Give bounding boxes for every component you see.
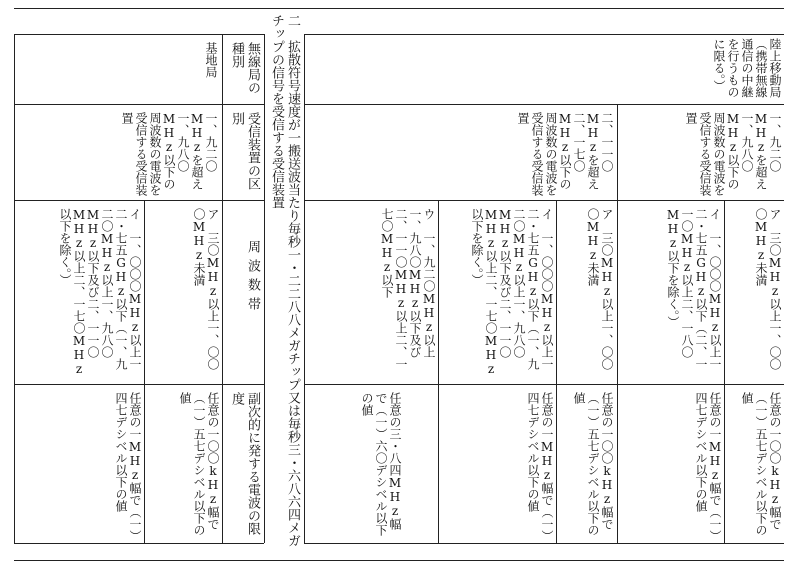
right-recv2-freq-divider-1	[438, 200, 439, 543]
top-rule	[14, 8, 784, 9]
recv2-limit-a: 任意の一〇〇kHz幅で（一）五七デシベル以下の値	[572, 392, 614, 536]
right-recv1-freq-divider	[724, 200, 725, 543]
left-table-top	[14, 34, 264, 35]
recv2-freq-a: ア 三〇MHz以上一、〇〇〇MHz未満	[586, 208, 614, 370]
station-type-value-mobile: 陸上移動局（携帯無線通信の中継を行うものに限る。）	[712, 38, 782, 98]
recv2-freq-u: ウ 一、九二〇MHz以上一、九八〇MHz以下及び二、一一〇MHz以上二、一七〇MHz以下	[380, 208, 436, 370]
limit-i-base: 任意の一MHz幅で（一）四七デシベル以下の値	[114, 392, 142, 536]
right-table-top	[304, 34, 784, 35]
left-row1-line	[14, 104, 264, 105]
left-table-bottom	[14, 543, 264, 544]
left-row3-line	[14, 384, 264, 385]
receiver-value-base: 一、九二〇MHzを超え一、九八〇MHz以下の周波数の電波を受信する受信装置	[120, 112, 218, 196]
left-header-divider	[222, 34, 223, 543]
right-table-bottom	[304, 543, 784, 544]
receiver-header: 受信装置の区別	[229, 112, 260, 190]
right-row1-line	[304, 104, 784, 105]
recv1-limit-a: 任意の一〇〇kHz幅で（一）五七デシベル以下の値	[740, 392, 782, 536]
limit-a-base: 任意の一〇〇kHz幅で（一）五七デシベル以下の値	[178, 392, 220, 536]
recv1-label: 一、九二〇MHzを超え一、九八〇MHz以下の周波数の電波を受信する受信装置	[684, 112, 782, 196]
freq-i-base: イ 一、〇〇〇MHz以上一二・七五GHz以下（一、九二〇MHz以上一、九八〇MHz以下及び二、一一〇MHz以上二、一七〇MHz以下を除く。）	[58, 208, 142, 376]
right-row2-line	[304, 200, 784, 201]
recv1-freq-i: イ 一、〇〇〇MHz以上一二・七五GHz以下（二、一一〇MHz以上二、一八〇MHz以下を除く。）	[666, 208, 722, 370]
left-table-leftedge	[14, 34, 15, 543]
limit-header: 副次的に発する電波の限度	[229, 392, 260, 535]
recv2-freq-i: イ 一、〇〇〇MHz以上一二・七五GHz以下（一、九二〇MHz以上一、九八〇MHz以下及び二、一一〇MHz以上二、一七〇MHz以下を除く。）	[470, 208, 554, 376]
right-row3-line	[304, 384, 784, 385]
bottom-rule	[14, 560, 784, 561]
recv2-label: 二、一一〇MHzを超え二、一七〇MHz以下の周波数の電波を受信する受信装置	[516, 112, 614, 196]
left-row2-line	[14, 200, 264, 201]
station-type-header: 無線局の種別	[229, 42, 260, 94]
right-table-leftedge	[304, 34, 305, 543]
left-freq-divider	[144, 200, 145, 543]
right-recv2-freq-divider-2	[556, 200, 557, 543]
recv2-limit-u: 任意の三・八四MHz幅で（一）六〇デシベル以下の値	[360, 392, 402, 536]
recv2-limit-i: 任意の一MHz幅で（一）四七デシベル以下の値	[526, 392, 554, 536]
recv1-limit-i: 任意の一MHz幅で（一）四七デシベル以下の値	[694, 392, 722, 536]
station-type-value-base: 基地局	[204, 42, 218, 78]
freq-a-base: ア 三〇MHz以上一、〇〇〇MHz未満	[192, 208, 220, 370]
freq-band-header: 周波数帯	[245, 240, 260, 316]
left-table-rightedge	[264, 34, 265, 543]
section-heading: 二 拡散符号速度が一搬送波当たり毎秒一・二二八八メガチップ又は毎秒三・六八六四メガチップの信号を受信する受信装置	[269, 14, 300, 547]
recv1-freq-a: ア 三〇MHz以上一、〇〇〇MHz未満	[754, 208, 782, 370]
right-recv-divider	[617, 104, 618, 543]
